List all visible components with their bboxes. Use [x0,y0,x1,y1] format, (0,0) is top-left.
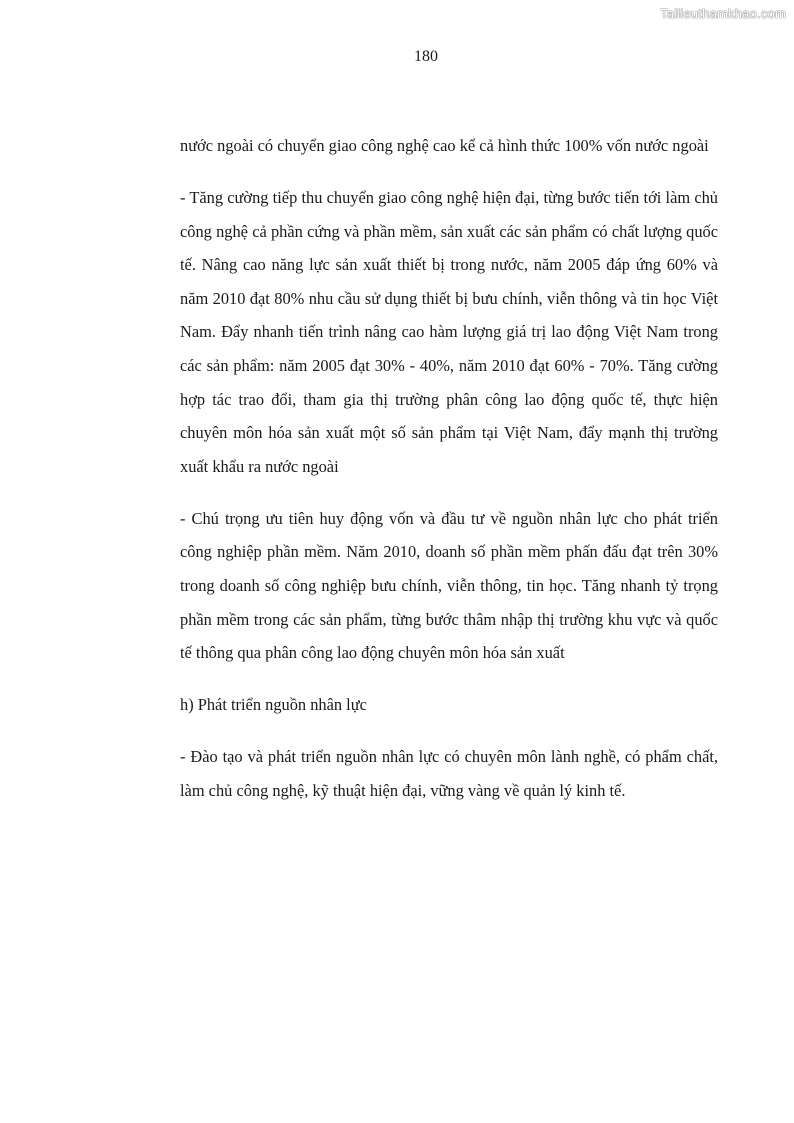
paragraph-training: - Đào tạo và phát triển nguồn nhân lực có chuyên môn lành nghề, có phẩm chất, làm chủ công nghệ, kỹ thuật hiện đại, vững vàng về quản lý kinh tế. [180,747,718,800]
paragraph-continuation: nước ngoài có chuyển giao công nghệ cao kể cả hình thức 100% vốn nước ngoài [180,136,709,155]
page-number: 180 [414,48,438,65]
paragraph-software-investment: - Chú trọng ưu tiên huy động vốn và đầu tư về nguồn nhân lực cho phát triển công nghiệp phần mềm. Năm 2010, doanh số phần mềm phấn đấu đạt trên 30% trong doanh số công nghiệp bưu chính, viễn thông, tin học. Tăng nhanh tỷ trọng phần mềm trong các sản phẩm, từng bước thâm nhập thị trường khu vực và quốc tế thông qua phân công lao động chuyên môn hóa sản xuất [180,508,718,663]
section-heading-human-resources: h) Phát triển nguồn nhân lực [180,695,367,715]
document-body [180,129,718,807]
paragraph-technology-transfer: - Tăng cường tiếp thu chuyển giao công nghệ hiện đại, từng bước tiến tới làm chủ công nghệ cả phần cứng và phần mềm, sản xuất các sản phẩm có chất lượng quốc tế. Nâng cao năng lực sản xuất thiết bị trong nước, năm 2005 đáp ứng 60% và năm 2010 đạt 80% nhu cầu sử dụng thiết bị bưu chính, viễn thông và tin học Việt Nam. Đẩy nhanh tiến trình nâng cao hàm lượng giá trị lao động Việt Nam trong các sản phẩm: năm 2005 đạt 30% - 40%, năm 2010 đạt 60% - 70%. Tăng cường hợp tác trao đổi, tham gia thị trường phân công lao động quốc tế, thực hiện chuyên môn hóa sản xuất một số sản phẩm tại Việt Nam, đẩy mạnh thị trường xuất khẩu ra nước ngoài [180,187,718,476]
watermark-text: Tailieuthamkhao.com [660,6,786,21]
